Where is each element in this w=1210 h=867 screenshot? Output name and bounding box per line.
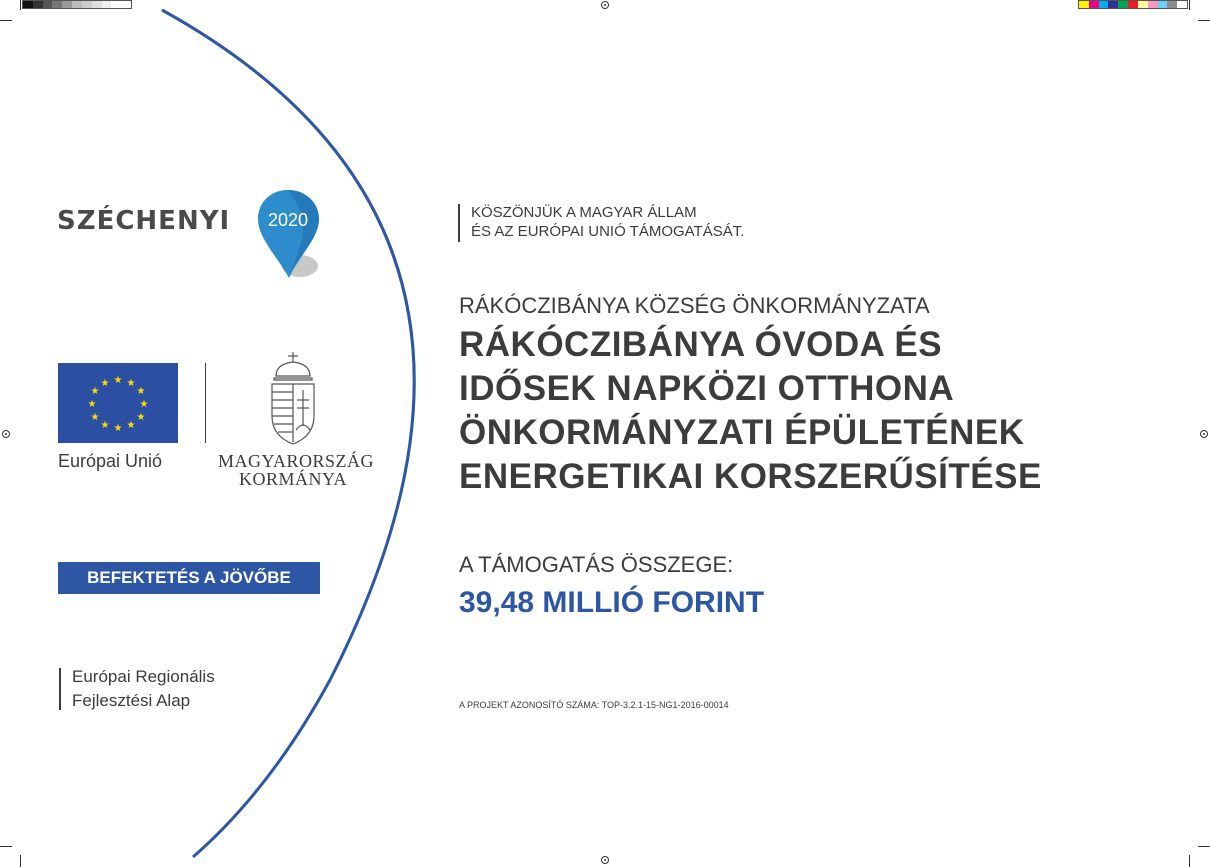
thanks-line2: ÉS AZ EURÓPAI UNIÓ TÁMOGATÁSÁT. bbox=[471, 223, 745, 240]
svg-text:★: ★ bbox=[126, 378, 136, 389]
svg-text:★: ★ bbox=[113, 423, 123, 434]
fund-name-line1: Európai Regionális bbox=[72, 667, 215, 686]
szechenyi-wordmark: SZÉCHENYI bbox=[57, 206, 231, 236]
fund-name-line2: Fejlesztési Alap bbox=[72, 691, 191, 710]
government-label-line1: MAGYARORSZÁG bbox=[218, 451, 375, 471]
svg-text:★: ★ bbox=[113, 375, 123, 386]
thanks-divider bbox=[458, 204, 460, 242]
svg-text:★: ★ bbox=[126, 420, 136, 431]
coat-of-arms-icon bbox=[266, 350, 320, 446]
support-label: A TÁMOGATÁS ÖSSZEGE: bbox=[459, 552, 734, 577]
svg-text:★: ★ bbox=[139, 399, 149, 410]
logo-year: 2020 bbox=[267, 210, 309, 230]
project-title-line2: IDŐSEK NAPKÖZI OTTHONA bbox=[459, 369, 955, 408]
eu-flag-icon bbox=[58, 363, 178, 443]
project-title bbox=[459, 323, 1042, 499]
thanks-line1: KÖSZÖNJÜK A MAGYAR ÁLLAM bbox=[471, 204, 697, 221]
svg-text:★: ★ bbox=[87, 399, 97, 410]
project-id: A PROJEKT AZONOSÍTÓ SZÁMA: TOP-3.2.1-15-NG1-2016-00014 bbox=[459, 700, 729, 710]
government-label-line2: KORMÁNYA bbox=[238, 469, 347, 489]
government-label bbox=[218, 451, 375, 489]
svg-text:★: ★ bbox=[100, 378, 110, 389]
svg-text:★: ★ bbox=[136, 386, 146, 397]
szechenyi-2020-pin-icon bbox=[255, 186, 325, 282]
project-title-line3: ÖNKORMÁNYZATI ÉPÜLETÉNEK bbox=[459, 413, 1025, 452]
svg-text:★: ★ bbox=[136, 412, 146, 423]
fund-divider bbox=[59, 668, 61, 710]
project-title-line4: ENERGETIKAI KORSZERŰSÍTÉSE bbox=[459, 457, 1042, 496]
svg-text:★: ★ bbox=[90, 386, 100, 397]
logo-divider bbox=[205, 363, 206, 443]
eu-label: Európai Unió bbox=[58, 451, 163, 471]
svg-text:★: ★ bbox=[90, 412, 100, 423]
beneficiary-name: RÁKÓCZIBÁNYA KÖZSÉG ÖNKORMÁNYZATA bbox=[459, 293, 930, 318]
fund-name bbox=[72, 665, 215, 713]
thanks-text bbox=[471, 203, 744, 241]
svg-text:★: ★ bbox=[100, 420, 110, 431]
project-title-line1: RÁKÓCZIBÁNYA ÓVODA ÉS bbox=[459, 325, 943, 364]
support-amount: 39,48 MILLIÓ FORINT bbox=[459, 586, 765, 619]
investment-badge: BEFEKTETÉS A JÖVŐBE bbox=[58, 562, 320, 594]
